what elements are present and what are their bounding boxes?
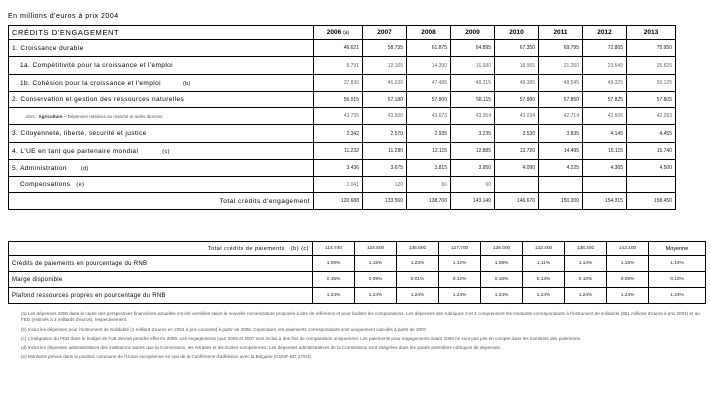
table-row (9, 40, 676, 57)
table-row (9, 108, 676, 125)
cell-value: 1,15% (355, 256, 397, 272)
cell-value: 15.740 (627, 143, 676, 160)
row-label-text: 4. L'UE en tant que partenaire mondial (12, 147, 139, 155)
cell-value: 1,24% (481, 288, 523, 304)
cell-value: 14.495 (539, 143, 583, 160)
cell-value: 0,16% (481, 272, 523, 288)
cell-value: 56.015 (314, 92, 363, 108)
table-row (9, 57, 676, 75)
cell-value: 124.600 (355, 242, 397, 256)
cell-value: 133.560 (363, 193, 407, 210)
paiements-table (8, 241, 706, 304)
cell-value: 48.545 (539, 75, 583, 92)
cell-value: 50.125 (627, 75, 676, 92)
cell-value: 158.450 (627, 193, 676, 210)
cell-value: 4.455 (627, 125, 676, 143)
year-header: 2008 (407, 26, 451, 40)
cell-value: 150.200 (539, 193, 583, 210)
cell-value: 57.850 (539, 92, 583, 108)
year-header: 2009 (451, 26, 495, 40)
label-bold: Agriculture (38, 113, 63, 119)
cell-value: 43.354 (451, 108, 495, 125)
cell-value: 1,11% (523, 256, 565, 272)
cell-value: 2.570 (363, 125, 407, 143)
cell-value: 58.115 (451, 92, 495, 108)
cell-value: 57.980 (495, 92, 539, 108)
cell-value: 2.342 (314, 125, 363, 143)
year-header: 2010 (495, 26, 539, 40)
cell-value: 16.680 (451, 57, 495, 75)
year-header: 2007 (363, 26, 407, 40)
row-label: 1a. Compétitivité pour la croissance et l'emploi (9, 57, 314, 75)
cell-value: 0,15% (313, 272, 355, 288)
footnote-mark: (e) (76, 182, 85, 188)
total-label: Total crédits d'engagement (9, 193, 314, 210)
cell-value: 1,12% (439, 256, 481, 272)
cell-value: 72.865 (583, 40, 627, 57)
cell-value: 46.621 (314, 40, 363, 57)
cell-value: 1,24% (607, 288, 649, 304)
cell-value: 4.145 (583, 125, 627, 143)
year-note: (a) (343, 30, 350, 36)
row-label (9, 177, 314, 193)
engagements-header-label: CRÉDITS D'ENGAGEMENT (9, 26, 314, 40)
cell-value: 25.825 (627, 57, 676, 75)
table-row (9, 256, 706, 272)
row-label: Plafond ressources propres en pourcentage du RNB (9, 288, 313, 304)
row-label (9, 143, 314, 160)
cell-value: 4.365 (583, 160, 627, 177)
cell-value: 154.315 (583, 193, 627, 210)
cell-value: 0,09% (607, 272, 649, 288)
cell-value: 23.540 (583, 57, 627, 75)
cell-value: 67.350 (495, 40, 539, 57)
cell-value: 57.825 (583, 92, 627, 108)
header-row (9, 26, 676, 40)
table-row (9, 75, 676, 92)
cell-value (583, 177, 627, 193)
cell-value: 1,24% (355, 288, 397, 304)
label-prefix: dont : (26, 113, 38, 119)
moyenne-value: 0,10% (649, 272, 706, 288)
cell-value: 132.400 (523, 242, 565, 256)
cell-value: 1,23% (397, 256, 439, 272)
cell-value: 14.390 (407, 57, 451, 75)
total-row (9, 193, 676, 210)
cell-value: 2.935 (407, 125, 451, 143)
row-label-text: 5. Administration (12, 164, 67, 172)
cell-value: 3.950 (451, 160, 495, 177)
cell-value: 60 (451, 177, 495, 193)
cell-value: 43.735 (314, 108, 363, 125)
row-label: 3. Citoyenneté, liberté, sécurité et justice (9, 125, 314, 143)
cell-value: 12.885 (451, 143, 495, 160)
table-row (9, 288, 706, 304)
cell-value: 57.805 (627, 92, 676, 108)
cell-value: 11.280 (363, 143, 407, 160)
year-header: 2011 (539, 26, 583, 40)
cell-value (495, 177, 539, 193)
cell-value: 114.740 (313, 242, 355, 256)
cell-value: 0,13% (523, 272, 565, 288)
cell-value: 136.500 (397, 242, 439, 256)
cell-value: 3.675 (363, 160, 407, 177)
cell-value: 0,10% (565, 272, 607, 288)
year-header: 2013 (627, 26, 676, 40)
cell-value: 58.735 (363, 40, 407, 57)
year-header: 2012 (583, 26, 627, 40)
cell-value: 57.180 (363, 92, 407, 108)
cell-value: 1,09% (313, 256, 355, 272)
table-row (9, 143, 676, 160)
footnote: (a) Les dépenses 2006 dans le cadre des perspectives financières actuelles ont été ventilées selon la nouvelle nomenclature proposée à titre de référence et pour faciliter les comparaisons. Les dépenses des rubriques 3 et 4 comprennent les montants correspondants à l'instrument de solidarité (961 millions d'euros à prix 2004) et au FED (estimés à 3 milliards d'euros), respectivement. (21, 311, 700, 323)
cell-value: 12.115 (407, 143, 451, 160)
cell-value: 47.485 (407, 75, 451, 92)
row-label: 2. Conservation et gestion des ressources naturelles (9, 92, 314, 108)
engagements-table (8, 25, 676, 210)
row-label (9, 160, 314, 177)
table-row (9, 177, 676, 193)
total-paiements-row (9, 242, 706, 256)
cell-value: 1,15% (607, 256, 649, 272)
cell-value: 57.900 (407, 92, 451, 108)
moyenne-header: Moyenne (649, 242, 706, 256)
cell-value: 1,24% (523, 288, 565, 304)
total-paiements-text: Total crédits de paiements (207, 245, 285, 252)
cell-value: 18.965 (495, 57, 539, 75)
row-label-text: Compensations (20, 181, 71, 188)
row-label: 1. Croissance durable (9, 40, 314, 57)
cell-value: 146.670 (495, 193, 539, 210)
footnote: (c) L'intégration du FED dans le budget de l'UE devrait prendre effet en 2008. Les engagements pour 2006 et 2007 sont inclus à des fins de comparaison uniquement. Les paiements pour engagements avant 2008 ne sont pas pris en compte dans les montants des paiements. (21, 335, 582, 341)
cell-value: 48.215 (451, 75, 495, 92)
moyenne-value: 1,14% (649, 256, 706, 272)
cell-value: 0,09% (355, 272, 397, 288)
row-label (9, 75, 314, 92)
cell-value: 138.700 (407, 193, 451, 210)
cell-value: 43.034 (495, 108, 539, 125)
cell-value: 69.795 (539, 40, 583, 57)
footnote-mark: (b) (c) (290, 245, 309, 252)
footnotes (21, 311, 701, 364)
cell-value (627, 177, 676, 193)
cell-value: 13.720 (495, 143, 539, 160)
cell-value: 4.225 (539, 160, 583, 177)
cell-value: 1,24% (397, 288, 439, 304)
footnote-mark: (b) (182, 80, 191, 87)
cell-value: 42.714 (539, 108, 583, 125)
cell-value: 43.673 (407, 108, 451, 125)
cell-value: 3.530 (495, 125, 539, 143)
cell-value: 1,08% (481, 256, 523, 272)
row-label (9, 108, 314, 125)
cell-value: 1,24% (439, 288, 481, 304)
footnote-mark: (d) (80, 165, 89, 172)
cell-value: 1,14% (565, 256, 607, 272)
table-caption: En millions d'euros à prix 2004 (8, 13, 119, 20)
cell-value: 12.105 (363, 57, 407, 75)
cell-value: 143.140 (451, 193, 495, 210)
total-paiements-label (9, 242, 313, 256)
table-row (9, 160, 676, 177)
cell-value: 75.950 (627, 40, 676, 57)
moyenne-value: 1,24% (649, 288, 706, 304)
cell-value: 37.830 (314, 75, 363, 92)
cell-value: 3.835 (539, 125, 583, 143)
cell-value: 43.500 (363, 108, 407, 125)
row-label: Marge disponible (9, 272, 313, 288)
table-row (9, 272, 706, 288)
cell-value: 4.500 (627, 160, 676, 177)
cell-value: 21.250 (539, 57, 583, 75)
cell-value: 15.115 (583, 143, 627, 160)
row-label: Crédits de paiements en pourcentage du RNB (9, 256, 313, 272)
cell-value: 11.232 (314, 143, 363, 160)
cell-value (539, 177, 583, 193)
table-row (9, 92, 676, 108)
cell-value: 120.688 (314, 193, 363, 210)
cell-value: 143.100 (607, 242, 649, 256)
cell-value: 3.815 (407, 160, 451, 177)
cell-value: 42.293 (627, 108, 676, 125)
year-header (314, 26, 363, 40)
cell-value: 3.235 (451, 125, 495, 143)
cell-value: 60 (407, 177, 451, 193)
cell-value: 42.506 (583, 108, 627, 125)
cell-value: 1.041 (314, 177, 363, 193)
footnote: (b) Inclut les dépenses pour l'instrument de Solidarité (1 milliard d'euros en 2004 à prix courants) à partir de 2006. Cependant, les paiements correspondants sont uniquement calculés à partir de 2007. (21, 326, 428, 332)
cell-value: 64.895 (451, 40, 495, 57)
cell-value: 138.400 (565, 242, 607, 256)
footnote: (d) Inclut les dépenses administratives des institutions autres que la Commission, les retraites et les écoles européennes. Les dépenses administratives de la Commission sont intégrées dans les quatre premières rubriques de dépenses. (21, 345, 502, 351)
cell-value: 127.700 (439, 242, 481, 256)
cell-value: 8.791 (314, 57, 363, 75)
cell-value: 0,01% (397, 272, 439, 288)
cell-value: 61.875 (407, 40, 451, 57)
cell-value: 120 (363, 177, 407, 193)
footnote: (e) Montants prévus dans la position commune de l'Union européenne en vue de la Conférence d'adhésion avec la Bulgarie (CONF-BG 27/04). (21, 354, 313, 360)
cell-value: 49.325 (583, 75, 627, 92)
cell-value: 3.436 (314, 160, 363, 177)
label-rest: – Dépenses relatives au marché et aides directes (63, 113, 163, 119)
cell-value: 126.000 (481, 242, 523, 256)
cell-value: 48.385 (495, 75, 539, 92)
cell-value: 0,12% (439, 272, 481, 288)
cell-value: 1,24% (565, 288, 607, 304)
year-label: 2006 (326, 29, 342, 36)
cell-value: 1,24% (313, 288, 355, 304)
cell-value: 46.630 (363, 75, 407, 92)
row-label-text: 1b. Cohésion pour la croissance et l'emploi (20, 79, 161, 87)
table-row (9, 125, 676, 143)
footnote-mark: (c) (162, 148, 170, 155)
cell-value: 4.090 (495, 160, 539, 177)
